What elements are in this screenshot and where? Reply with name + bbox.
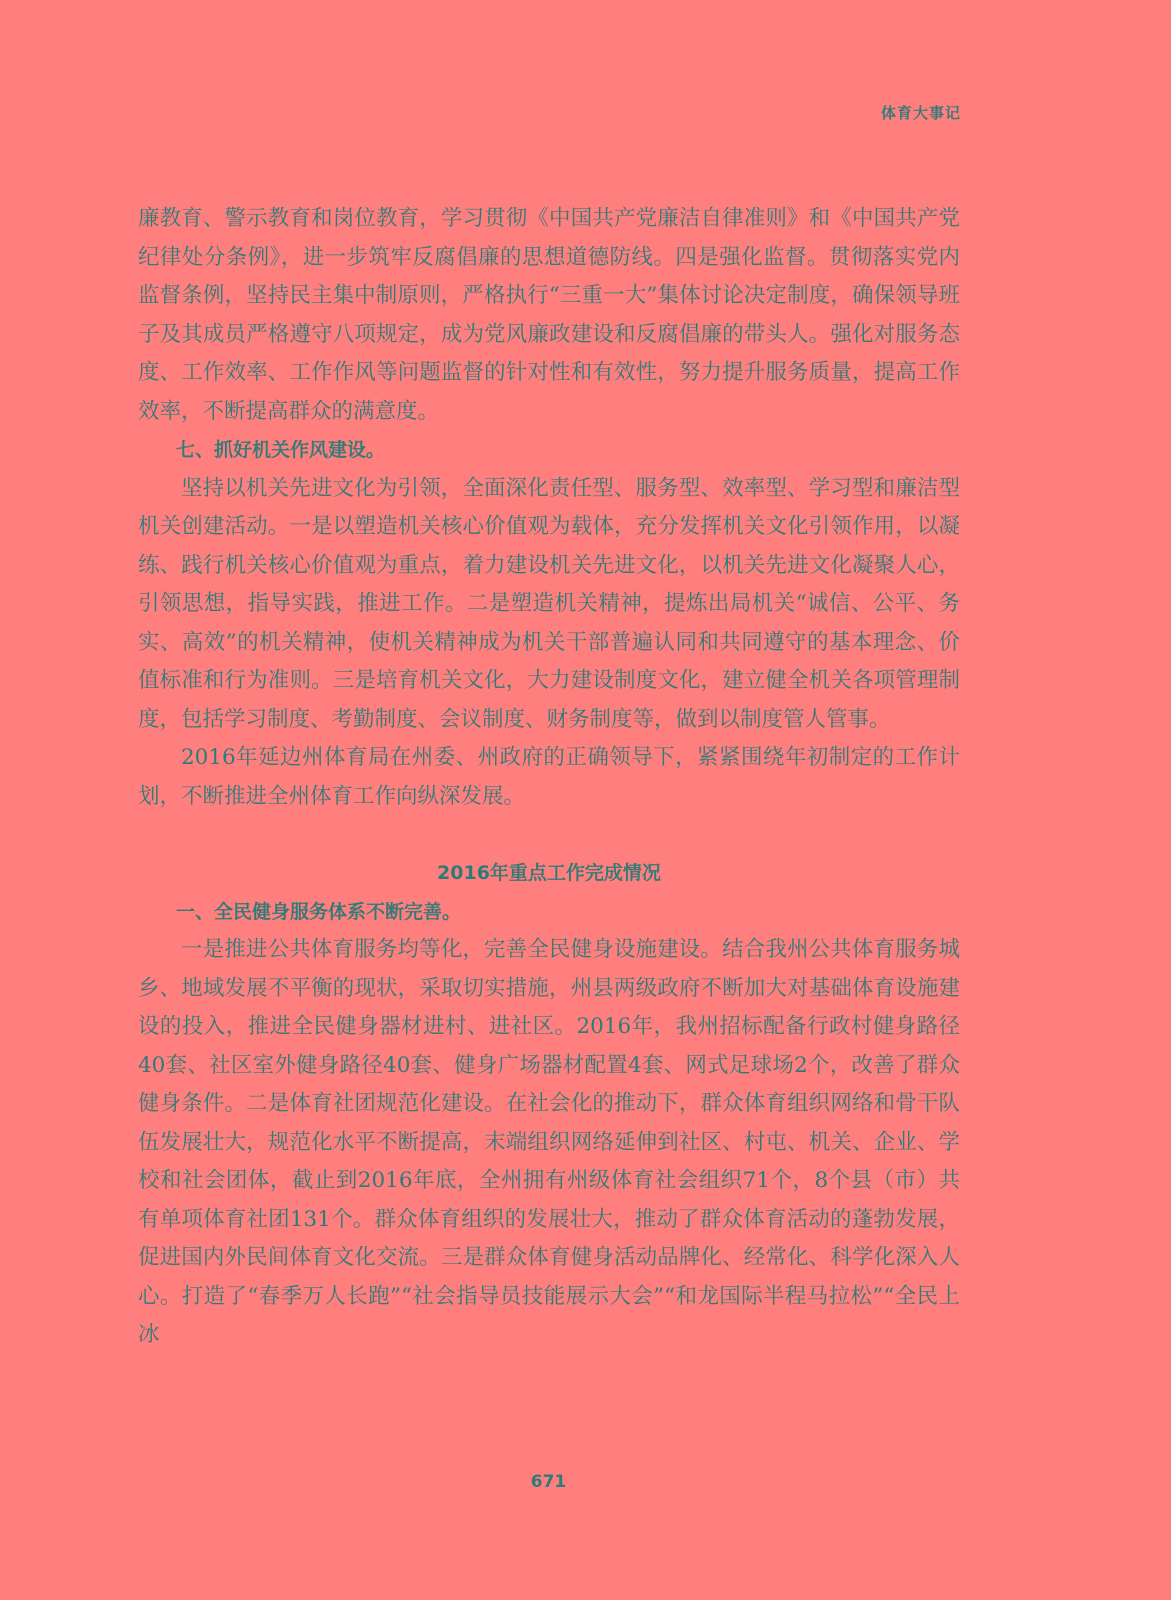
subheading-seven: 七、抓好机关作风建设。 — [176, 439, 386, 461]
body-text — [138, 200, 960, 1355]
paragraph-summary: 2016年延边州体育局在州委、州政府的正确领导下，紧紧围绕年初制定的工作计划，不断推进全州体育工作向纵深发展。 — [138, 745, 960, 809]
paragraph-continued: 廉教育、警示教育和岗位教育，学习贯彻《中国共产党廉洁自律准则》和《中国共产党纪律处分条例》，进一步筑牢反腐倡廉的思想道德防线。四是强化监督。贯彻落实党内监督条例，坚持民主集中制原则，严格执行“三重一大”集体讨论决定制度，确保领导班子及其成员严格遵守八项规定，成为党风廉政建设和反腐倡廉的带头人。强化对服务态度、工作效率、工作作风等问题监督的针对性和有效性，努力提升服务质量，提高工作效率，不断提高群众的满意度。 — [138, 206, 960, 424]
section-title: 2016年重点工作完成情况 — [437, 862, 661, 884]
subheading-one: 一、全民健身服务体系不断完善。 — [176, 900, 462, 923]
page-number: 671 — [530, 1472, 567, 1492]
paragraph-work-style: 坚持以机关先进文化为引领，全面深化责任型、服务型、效率型、学习型和廉洁型机关创建活动。一是以塑造机关核心价值观为载体，充分发挥机关文化引领作用，以凝练、践行机关核心价值观为重点，着力建设机关先进文化，以机关先进文化凝聚人心，引领思想，指导实践，推进工作。二是塑造机关精神，提炼出局机关“诚信、公平、务实、高效”的机关精神，使机关精神成为机关干部普遍认同和共同遵守的基本理念、价值标准和行为准则。三是培育机关文化，大力建设制度文化，建立健全机关各项管理制度，包括学习制度、考勤制度、会议制度、财务制度等，做到以制度管人管事。 — [138, 475, 960, 732]
paragraph-fitness: 一是推进公共体育服务均等化，完善全民健身设施建设。结合我州公共体育服务城乡、地域发展不平衡的现状，采取切实措施，州县两级政府不断加大对基础体育设施建设的投入，推进全民健身器材进村、进社区。2016年，我州招标配备行政村健身路径40套、社区室外健身路径40套、健身广场器材配置4套、网式足球场2个，改善了群众健身条件。二是体育社团规范化建设。在社会化的推动下，群众体育组织网络和骨干队伍发展壮大，规范化水平不断提高，末端组织网络延伸到社区、村屯、机关、企业、学校和社会团体，截止到2016年底，全州拥有州级体育社会组织71个，8个县（市）共有单项体育社团131个。群众体育组织的发展壮大，推动了群众体育活动的蓬勃发展，促进国内外民间体育文化交流。三是群众体育健身活动品牌化、经常化、科学化深入人心。打造了“春季万人长跑”“社会指导员技能展示大会”“和龙国际半程马拉松”“全民上冰 — [138, 937, 960, 1347]
running-head: 体育大事记 — [880, 104, 961, 122]
